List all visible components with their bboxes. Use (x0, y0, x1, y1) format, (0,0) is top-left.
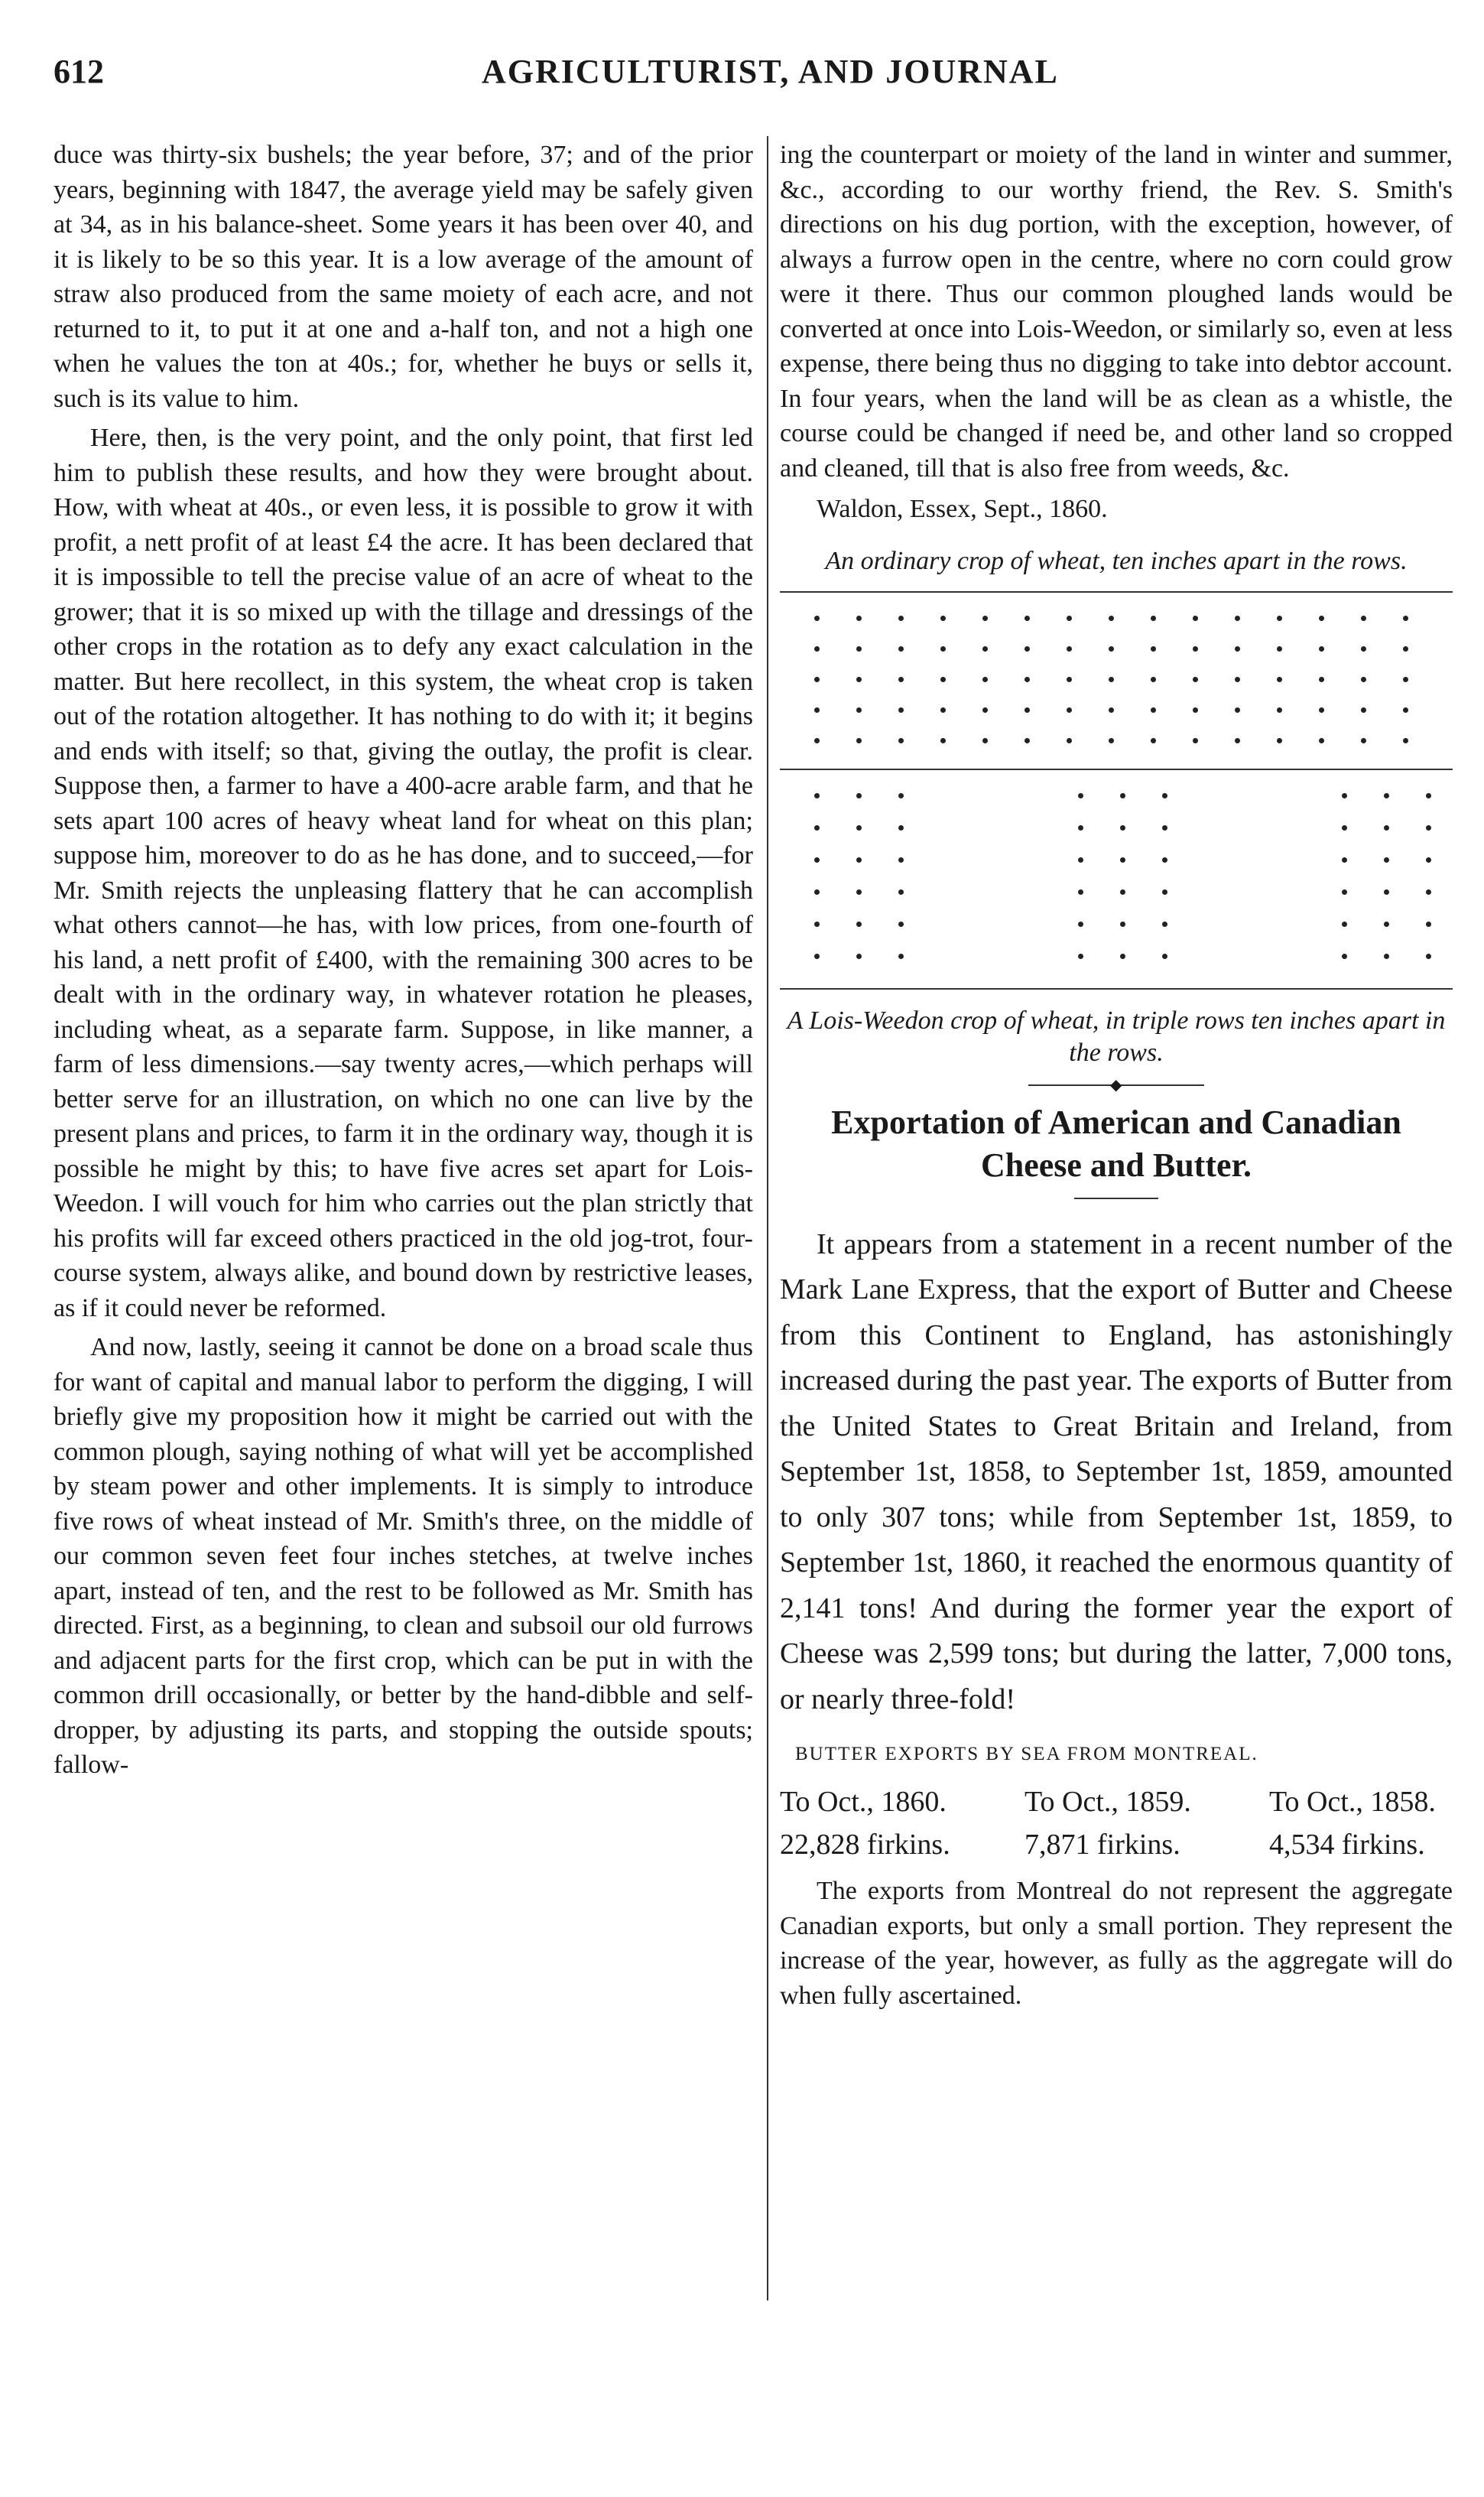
seed-dot (814, 677, 820, 682)
right-paragraph-1: ing the counterpart or moiety of the land in winter and summer, &c., according to our worthy friend, the Rev. S. Smith's directions on his dug portion, with the exception, however, of always a furrow open in the centre, where no corn could grow were it there. Thus our common ploughed lands would be converted at once into Lois-Weedon, or similarly so, even at less expense, there being thus no digging to take into debtor account. In four years, when the land will be as clean as a whistle, the course could be changed if need be, and other land so cropped and cleaned, till that is also free from weeds, &c. (780, 141, 1453, 483)
seed-dot (940, 707, 946, 713)
seed-dot (1067, 646, 1072, 652)
seed-dot (1025, 707, 1030, 713)
seed-dot (1109, 677, 1114, 682)
seed-dot (814, 825, 820, 831)
seed-dot (1078, 922, 1083, 927)
article-paragraph-1: It appears from a statement in a recent number of the Mark Lane Express, that the export of Butter and Cheese from this Continent to England, has astonishingly increased during the past year. The exports of Butter from the United States to Great Britain and Ireland, from September 1st, 1858, to September 1st, 1859, amounted to only 307 tons; while from September 1st, 1859, to September 1st, 1860, it reached the enormous quantity of 2,141 tons! And during the former year the export of Cheese was 2,599 tons; but during the latter, 7,000 tons, or nearly three-fold! (780, 1227, 1453, 1715)
seed-dot (1067, 616, 1072, 621)
seed-dot (1342, 793, 1347, 798)
seed-dot (1384, 889, 1389, 895)
seed-dot (1277, 738, 1282, 743)
seed-dot (1120, 889, 1125, 895)
article-paragraph-2: The exports from Montreal do not represent the aggregate Canadian exports, but only a small portion. They represent the increase of the year, however, as fully as the aggregate will do when fully ascertained. (780, 1877, 1453, 2010)
seed-dot (1277, 707, 1282, 713)
seed-dot (898, 857, 904, 863)
left-column (54, 138, 753, 2440)
seed-dot (856, 707, 862, 713)
seed-dot (1342, 922, 1347, 927)
seed-dot (856, 954, 862, 959)
seed-dot (1067, 677, 1072, 682)
seed-dot (1384, 922, 1389, 927)
seed-dot (1120, 825, 1125, 831)
seed-dot (1361, 738, 1366, 743)
seed-dot (1193, 738, 1198, 743)
seed-dot (1384, 857, 1389, 863)
seed-dot (1361, 646, 1366, 652)
table-header-1859: To Oct., 1859. (1025, 1786, 1191, 1818)
seed-dot (1162, 889, 1167, 895)
running-title: AGRICULTURIST, AND JOURNAL (482, 53, 1059, 90)
seed-dot (1151, 616, 1156, 621)
section-ornament (1028, 1076, 1204, 1094)
seed-dot (814, 707, 820, 713)
seed-dot (1162, 857, 1167, 863)
signoff-line: Waldon, Essex, Sept., 1860. (817, 495, 1108, 523)
article-title: Exportation of American and Canadian Cheese and Butter. (831, 1103, 1401, 1184)
seed-dot (1342, 954, 1347, 959)
seed-dot (814, 889, 820, 895)
seed-dot (1109, 707, 1114, 713)
seed-dot (1342, 889, 1347, 895)
seed-dot (1162, 954, 1167, 959)
seed-dot (1361, 616, 1366, 621)
seed-dot (1151, 738, 1156, 743)
seed-dot (814, 793, 820, 798)
seed-dot (1403, 707, 1408, 713)
seed-dot (856, 793, 862, 798)
seed-dot (1235, 646, 1240, 652)
seed-dot (982, 646, 988, 652)
seed-dot (1078, 793, 1083, 798)
seed-dot (898, 954, 904, 959)
seed-dot (1151, 646, 1156, 652)
table-value-1858: 4,534 firkins. (1269, 1829, 1425, 1861)
seed-dot (898, 825, 904, 831)
left-paragraph-3: And now, lastly, seeing it cannot be done on a broad scale thus for want of capital and manual labor to perform the digging, I will briefly give my proposition how it might be carried out with the common plough, saying nothing of what will yet be accomplished by steam power and other implements. It is simply to introduce five rows of wheat instead of Mr. Smith's three, on the middle of our common seven feet four inches stetches, at twelve inches apart, instead of ten, and the rest to be followed as Mr. Smith has directed. First, as a beginning, to clean and subsoil our old furrows and adjacent parts for the first crop, which can be put in with the common drill occasionally, or better by the hand-dibble and self-dropper, by adjusting its parts, and stopping the outside spouts; fallow- (54, 1333, 753, 1779)
seed-dot (1162, 922, 1167, 927)
seed-dot (1067, 707, 1072, 713)
seed-dot (982, 738, 988, 743)
page-number: 612 (54, 53, 104, 90)
seed-dot (814, 646, 820, 652)
seed-dot (1361, 707, 1366, 713)
seed-dot (1078, 825, 1083, 831)
seed-dot (856, 922, 862, 927)
seed-dot (1120, 793, 1125, 798)
seed-dot (1120, 954, 1125, 959)
seed-dot (898, 738, 904, 743)
seed-dot (1193, 677, 1198, 682)
table-header-1858: To Oct., 1858. (1269, 1786, 1436, 1818)
title-rule (1074, 1198, 1158, 1199)
seed-dot (856, 825, 862, 831)
seed-dot (856, 889, 862, 895)
table-title: BUTTER EXPORTS BY SEA FROM MONTREAL. (795, 1744, 1258, 1764)
seed-dot (1403, 677, 1408, 682)
seed-dot (898, 889, 904, 895)
seed-dot (1078, 889, 1083, 895)
seed-dot (1342, 825, 1347, 831)
column-divider (767, 136, 768, 2300)
seed-dot (1193, 707, 1198, 713)
seed-dot (1078, 954, 1083, 959)
seed-dot (1426, 825, 1431, 831)
seed-dot (1384, 954, 1389, 959)
figure-caption-ordinary: An ordinary crop of wheat, ten inches apart in the rows. (825, 546, 1408, 575)
seed-dot (1025, 646, 1030, 652)
seed-dot (1277, 646, 1282, 652)
seed-dot (1319, 646, 1324, 652)
seed-dot (814, 922, 820, 927)
seed-dot (940, 646, 946, 652)
seed-dot (1319, 616, 1324, 621)
seed-dot (940, 677, 946, 682)
seed-dot (814, 954, 820, 959)
seed-dot (1078, 857, 1083, 863)
left-paragraph-1: duce was thirty-six bushels; the year before, 37; and of the prior years, beginning with 1847, the average yield may be safely given at 34, as in his balance-sheet. Some years it has been over 40, and it is likely to be so this year. It is a low average of the amount of straw also produced from the same moiety of each acre, and not returned to it, to put it at one and a-half ton, and not a high one when he values the ton at 40s.; for, whether he buys or sells it, such is its value to him. (54, 141, 753, 413)
seed-dot (1025, 616, 1030, 621)
seed-dot (814, 738, 820, 743)
seed-dot (1426, 889, 1431, 895)
seed-dot (1384, 825, 1389, 831)
seed-dot (1361, 677, 1366, 682)
seed-dot (898, 677, 904, 682)
seed-dot (940, 616, 946, 621)
seed-dot (1162, 825, 1167, 831)
seed-dot (1384, 793, 1389, 798)
table-header-1860: To Oct., 1860. (780, 1786, 947, 1818)
seed-dot (1025, 738, 1030, 743)
seed-dot (1193, 616, 1198, 621)
seed-dot (1403, 646, 1408, 652)
seed-dot (1342, 857, 1347, 863)
seed-dot (1319, 738, 1324, 743)
seed-dot (982, 707, 988, 713)
seed-dot (814, 616, 820, 621)
seed-dot (1426, 857, 1431, 863)
seed-dot (1319, 677, 1324, 682)
page-header (54, 52, 1437, 106)
seed-dot (1319, 707, 1324, 713)
right-column (780, 138, 1453, 2440)
seed-dot (1426, 922, 1431, 927)
seed-dot (1120, 922, 1125, 927)
seed-dot (1235, 738, 1240, 743)
seed-dot (856, 738, 862, 743)
table-value-1860: 22,828 firkins. (780, 1829, 950, 1861)
seed-dot (940, 738, 946, 743)
seed-dot (856, 677, 862, 682)
seed-dot (1151, 707, 1156, 713)
seed-dot (982, 616, 988, 621)
seed-dot (1426, 954, 1431, 959)
seed-dot (1109, 646, 1114, 652)
seed-dot (1277, 616, 1282, 621)
ornament-diamond-icon: ◆ (1110, 1076, 1122, 1094)
seed-dot (856, 616, 862, 621)
seed-dot (1403, 616, 1408, 621)
seed-dot (982, 677, 988, 682)
seed-dot (1151, 677, 1156, 682)
seed-dot (1109, 738, 1114, 743)
left-paragraph-2: Here, then, is the very point, and the only point, that first led him to publish these results, and how they were brought about. How, with wheat at 40s., or even less, it is possible to grow it with profit, a nett profit of at least £4 the acre. It has been declared that it is impossible to tell the precise value of an acre of wheat to the grower; that it is so mixed up with the tillage and dressings of the other crops in the rotation as to defy any exact calculation in the matter. But here recollect, in this system, the wheat crop is taken out of the rotation altogether. It has nothing to do with it; it begins and ends with itself; so that, giving the outlay, the profit is clear. Suppose then, a farmer to have a 400-acre arable farm, and that he sets apart 100 acres of heavy wheat land for wheat on this plan; suppose him, moreover to do as he has done, and to succeed,—for Mr. Smith rejects the unpleasing flattery that he can accomplish what others cannot—he has, with low prices, from one-fourth of his land, a nett profit of £400, with the remaining 300 acres to be dealt with in the ordinary way, in whatever rotation he pleases, including wheat, as a separate farm. Suppose, in like manner, a farm of less dimensions.—say twenty acres,—which perhaps will better serve for an illustration, on which no one can live by the present plans and prices, to farm it in the ordinary way, though it is possible he might by this; to have five acres set apart for Lois-Weedon. I will vouch for him who carries out the plan strictly that his profits will far exceed others practiced in the old jog-trot, four-course system, always alike, and bound down by restrictive leases, as if it could never be reformed. (54, 424, 753, 1322)
seed-dot (1426, 793, 1431, 798)
seed-dot (814, 857, 820, 863)
seed-dot (1235, 677, 1240, 682)
table-value-1859: 7,871 firkins. (1025, 1829, 1180, 1861)
seed-dot (1025, 677, 1030, 682)
seed-dot (1235, 707, 1240, 713)
lois-weedon-crop-diagram (780, 770, 1453, 990)
seed-dot (1235, 616, 1240, 621)
seed-dot (898, 922, 904, 927)
seed-dot (1120, 857, 1125, 863)
seed-dot (898, 646, 904, 652)
figure-caption-lois-weedon: A Lois-Weedon crop of wheat, in triple rows ten inches apart in the rows. (787, 1006, 1446, 1067)
ordinary-crop-diagram (780, 591, 1453, 770)
seed-dot (1403, 738, 1408, 743)
seed-dot (898, 616, 904, 621)
seed-dot (1277, 677, 1282, 682)
seed-dot (1193, 646, 1198, 652)
seed-dot (898, 793, 904, 798)
seed-dot (1109, 616, 1114, 621)
seed-dot (898, 707, 904, 713)
butter-exports-table (780, 1780, 1453, 1866)
seed-dot (1067, 738, 1072, 743)
seed-dot (1162, 793, 1167, 798)
seed-dot (856, 646, 862, 652)
seed-dot (856, 857, 862, 863)
